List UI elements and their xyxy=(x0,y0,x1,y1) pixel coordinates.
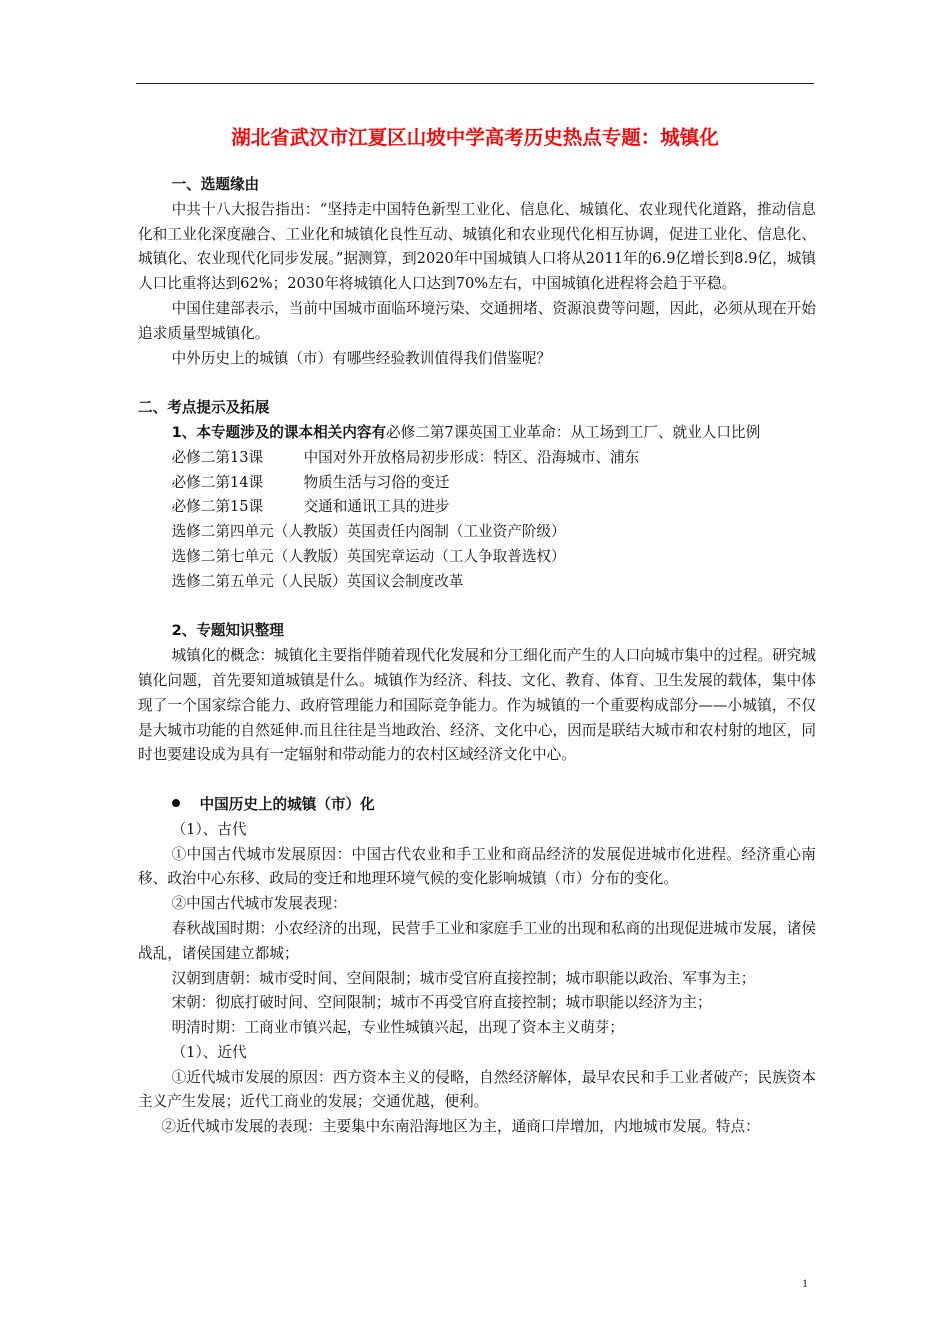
spacer xyxy=(138,595,816,620)
paragraph: 春秋战国时期：小农经济的出现，民营手工业和家庭手工业的出现和私商的出现促进城市发展，诸侯战乱，诸侯国建立都城； xyxy=(138,919,816,962)
textbook-content-label: 1、本专题涉及的课本相关内容有 xyxy=(171,423,387,441)
bullet-heading xyxy=(138,793,816,818)
section-heading-exam-points: 二、考点提示及拓展 xyxy=(138,399,270,417)
paragraph: ①中国古代城市发展原因：中国古代农业和手工业和商品经济的发展促进城市化进程。经济重心南移、政治中心东移、政局的变迁和地理环境气候的变化影响城镇（市）分布的变化。 xyxy=(138,845,816,888)
lesson-item xyxy=(138,495,816,520)
lesson-code: 必修二第15课 xyxy=(171,498,264,516)
lesson-code: 必修二第14课 xyxy=(171,473,264,491)
textbook-content-text: 必修二第7课英国工业革命：从工场到工厂、就业人口比例 xyxy=(386,423,761,441)
document-title: 湖北省武汉市江夏区山坡中学高考历史热点专题：城镇化 xyxy=(231,126,719,149)
spacer xyxy=(138,371,816,396)
lesson-topic: 物质生活与习俗的变迁 xyxy=(303,473,450,491)
section-heading-reason: 一、选题缘由 xyxy=(171,176,260,193)
paragraph: 中外历史上的城镇（市）有哪些经验教训值得我们借鉴呢？ xyxy=(171,349,552,367)
lesson-code: 必修二第13课 xyxy=(171,448,264,466)
paragraph: ②中国古代城市发展表现： xyxy=(171,895,347,913)
era-label-ancient: （1）、古代 xyxy=(171,820,247,838)
paragraph: ①近代城市发展的原因：西方资本主义的侵略，自然经济解体，最早农民和手工业者破产；民族资本主义产生发展；近代工商业的发展；交通优越，便利。 xyxy=(138,1068,816,1111)
era-label-modern: （1）、近代 xyxy=(171,1043,247,1061)
top-rule xyxy=(136,83,814,84)
bullet-icon xyxy=(172,799,180,807)
paragraph: 中共十八大报告指出：“坚持走中国特色新型工业化、信息化、城镇化、农业现代化道路，推动信息化和工业化深度融合、工业化和城镇化良性互动、城镇化和农业现代化相互协调，促进工业化、信息化、城镇化、农业现代化同步发展。”据测算，到2020年中国城镇人口将从2011年的6.9亿增长到8.9亿，城镇人口比重将达到62%；2030年将城镇化人口达到70%左右，中国城镇化进程将会趋于平稳。 xyxy=(138,200,816,293)
paragraph: ②近代城市发展的表现：主要集中东南沿海地区为主，通商口岸增加，内地城市发展。特点： xyxy=(161,1118,760,1136)
elective-item: 选修二第七单元（人教版）英国宪章运动（工人争取普选权） xyxy=(171,547,566,565)
concept-paragraph: 城镇化的概念：城镇化主要指伴随着现代化发展和分工细化而产生的人口向城市集中的过程。研究城镇化问题，首先要知道城镇是什么。城镇作为经济、科技、文化、教育、体育、卫生发展的载体，集中体现了一个国家综合能力、政府管理能力和国际竞争能力。作为城镇的一个重要构成部分——小城镇，不仅是大城市功能的自然延伸.而且往往是当地政治、经济、文化中心，因而是联结大城市和农村射的地区，同时也要建设成为具有一定辐射和带动能力的农村区域经济文化中心。 xyxy=(138,647,816,764)
paragraph: 中国住建部表示，当前中国城市面临环境污染、交通拥堵、资源浪费等问题，因此，必须从现在开始追求质量型城镇化。 xyxy=(138,299,816,342)
subsection-heading-knowledge: 2、专题知识整理 xyxy=(171,622,284,640)
paragraph: 宋朝：彻底打破时间、空间限制；城市不再受官府直接控制；城市职能以经济为主； xyxy=(171,994,712,1012)
lesson-item xyxy=(138,471,816,496)
lesson-topic: 交通和通讯工具的进步 xyxy=(303,498,450,516)
paragraph: 明清时期：工商业市镇兴起，专业性城镇兴起，出现了资本主义萌芽； xyxy=(171,1019,624,1037)
bullet-heading-text: 中国历史上的城镇（市）化 xyxy=(199,795,375,813)
elective-item: 选修二第五单元（人民版）英国议会制度改革 xyxy=(171,572,464,590)
page-number: 1 xyxy=(802,1276,808,1290)
spacer xyxy=(138,768,816,793)
paragraph: 汉朝到唐朝：城市受时间、空间限制；城市受官府直接控制；城市职能以政治、军事为主； xyxy=(171,969,756,987)
lesson-topic: 中国对外开放格局初步形成：特区、沿海城市、浦东 xyxy=(303,448,640,466)
lesson-item xyxy=(138,446,816,471)
elective-item: 选修二第四单元（人教版）英国责任内阁制（工业资产阶级） xyxy=(171,523,566,541)
textbook-content-line xyxy=(138,421,816,446)
document-body xyxy=(138,173,816,1140)
